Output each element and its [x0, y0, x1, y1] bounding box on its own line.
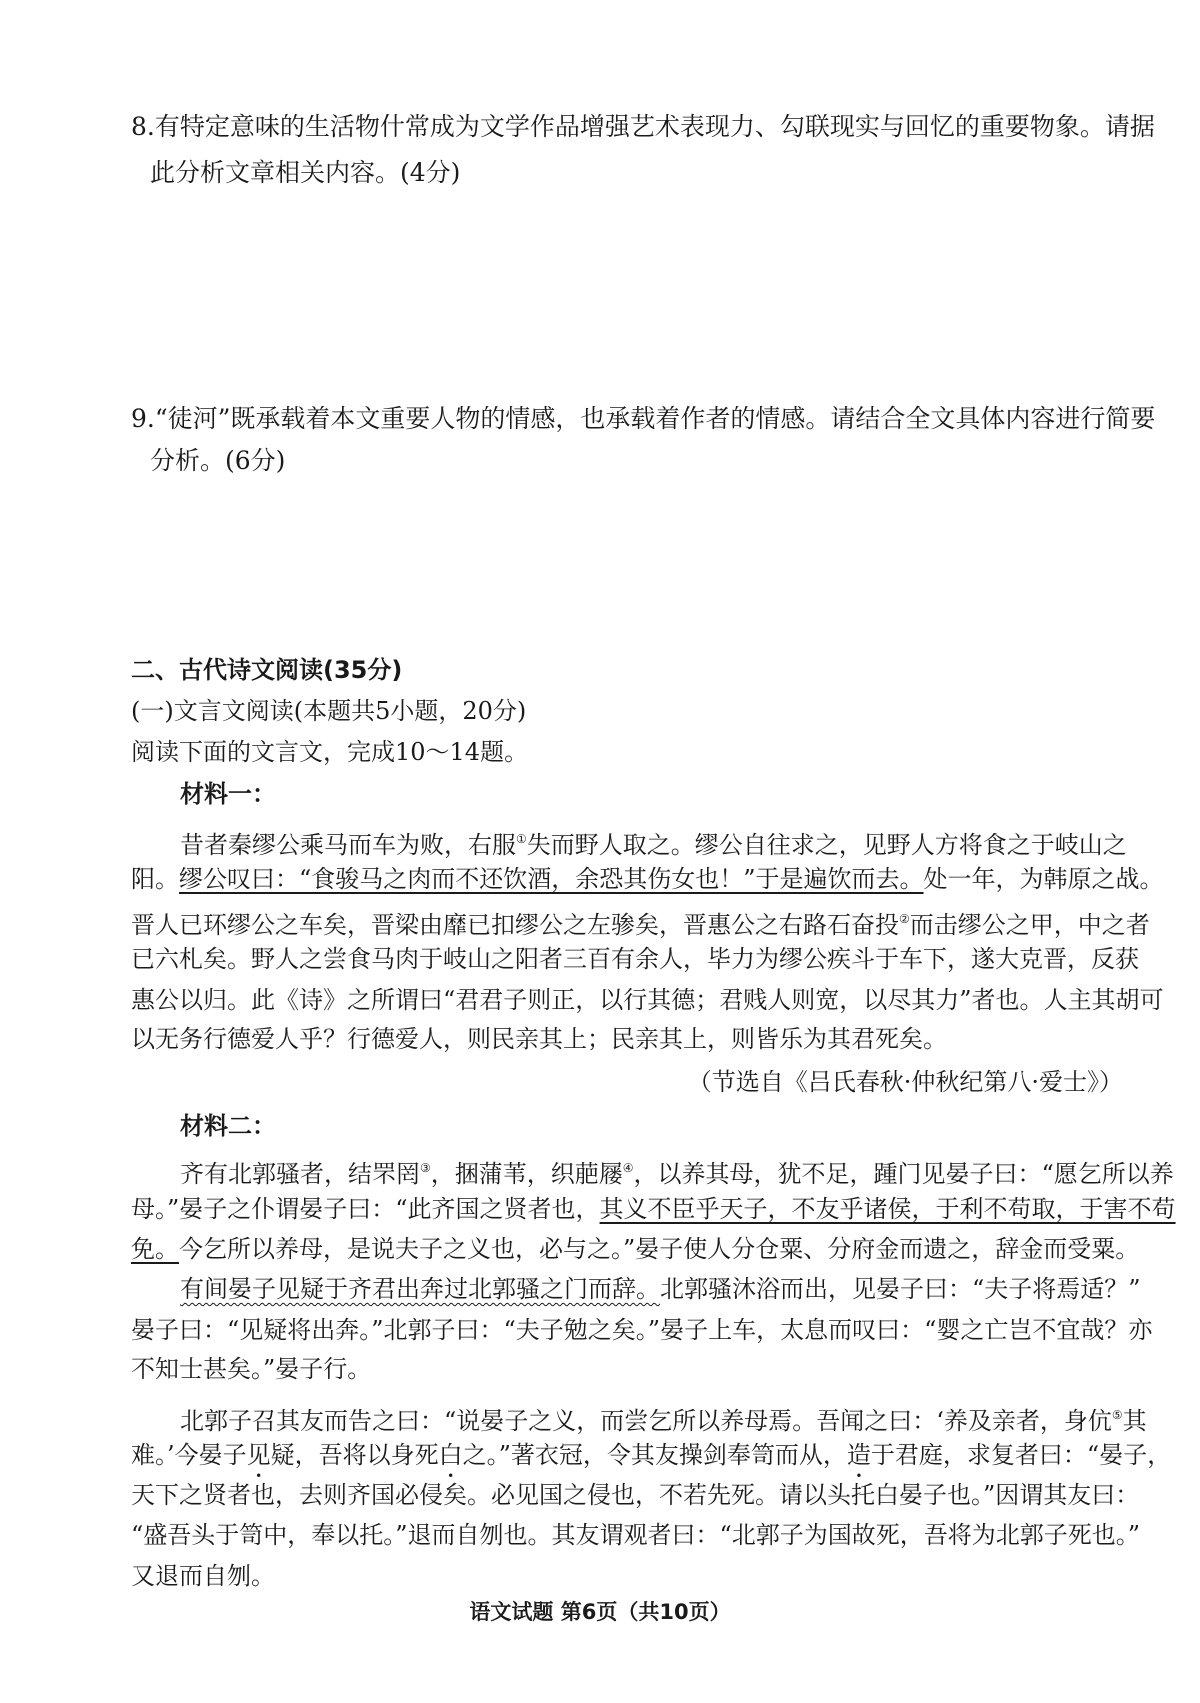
text-segment: 分析。(6分)	[150, 446, 286, 475]
text-segment: 失而野人取之。缪公自往求之，见野人方将食之于岐山之	[526, 831, 1127, 859]
text-segment: 天下之贤者也，去则齐国必侵矣。必见国之侵也，不若先死。请以头托白晏子也。”因谓其友曰：	[131, 1481, 1140, 1509]
text-segment: 齐有北郭骚者，结罘罔	[180, 1160, 420, 1188]
text-segment: 阳。	[131, 865, 179, 893]
text-segment: 疑，吾将以身死	[270, 1441, 439, 1469]
question-9-line	[131, 404, 1156, 434]
text-segment: 晋人已环缪公之车矣，晋梁由靡已扣缪公之左骖矣，晋惠公之右路石奋投	[131, 911, 899, 939]
wavy-underlined-text: 有间晏子见疑于齐君出奔过北郭骚之门而辞。	[180, 1275, 660, 1303]
material-2-line	[131, 1354, 371, 1384]
text-segment: 不知士甚矣。”晏子行。	[131, 1355, 372, 1383]
material-1-label: 材料一：	[180, 780, 276, 808]
question-8-line	[131, 112, 1155, 142]
subsection-title: (一)文言文阅读(本题共5小题，20分)	[131, 697, 527, 725]
text-segment: 8.有特定意味的生活物什常成为文学作品增强艺术表现力、勾联现实与回忆的重要物象。请据	[131, 112, 1155, 141]
underlined-text: 缪公叹曰：“食骏马之肉而不还饮酒，余恐其伤女也！”于是遍饮而去。	[179, 865, 924, 893]
material-1-line	[131, 1024, 947, 1054]
text-segment: “盛吾头于笥中，奉以托。”退而自刎也。其友谓观者曰：“北郭子为国故死，吾将为北郭子死也。”	[131, 1521, 1141, 1549]
text-segment: 之。”著衣冠，令其友操剑奉笥而从，	[462, 1441, 847, 1469]
emphasis-dot-char: 造	[846, 1441, 871, 1469]
text-segment: 以无务行德爱人乎？行德爱人，则民亲其上；民亲其上，则皆乐为其君死矣。	[131, 1025, 947, 1053]
material-2-line	[131, 1234, 1139, 1264]
text-segment: 北郭骚沐浴而出，见晏子曰：“夫子将焉适？”	[660, 1275, 1141, 1303]
text-segment: 9.“徒河”既承载着本文重要人物的情感，也承载着作者的情感。请结合全文具体内容进行简要	[131, 404, 1156, 433]
material-2-line	[180, 1274, 1141, 1304]
material-1-source: （节选自《吕氏春秋·仲秋纪第八·爱士》）	[687, 1068, 1123, 1096]
underlined-text: 免。	[131, 1235, 179, 1263]
text-segment: 此分析文章相关内容。(4分)	[150, 158, 461, 187]
material-2-line	[131, 1194, 1176, 1224]
footnote-marker: ①	[516, 832, 527, 846]
material-2-label: 材料二：	[180, 1112, 276, 1140]
material-2-line	[131, 1480, 1140, 1510]
material-1-line	[131, 864, 1164, 894]
footnote-marker: ②	[899, 912, 910, 926]
text-segment: 而击缪公之甲，中之者	[909, 911, 1150, 939]
footnote-marker: ③	[420, 1161, 431, 1175]
text-segment: 其	[1122, 1407, 1147, 1435]
section-title: 二、古代诗文阅读(35分)	[131, 656, 403, 684]
material-2-line	[180, 1153, 1174, 1189]
material-2-line	[131, 1561, 275, 1591]
text-segment: 昔者秦缪公乘马而车为败，右服	[180, 831, 516, 859]
emphasis-dot-char: 见	[246, 1441, 271, 1469]
underlined-text: 其义不臣乎天子，不友乎诸侯，于利不苟取，于害不苟	[599, 1195, 1176, 1223]
reading-instruction: 阅读下面的文言文，完成10～14题。	[131, 738, 529, 766]
text-segment: ，以养其母，犹不足，踵门见晏子曰：“愿乞所以养	[633, 1160, 1174, 1188]
text-segment: 处一年，为韩原之战。	[923, 865, 1164, 893]
material-1-line	[180, 824, 1127, 860]
text-segment: 又退而自刎。	[131, 1562, 275, 1590]
material-2-line	[131, 1315, 1153, 1345]
footnote-marker: ⑤	[1111, 1408, 1123, 1422]
text-segment: 难。’今晏子	[131, 1441, 247, 1469]
material-2-line	[131, 1440, 1172, 1483]
text-segment: 于君庭，求复者曰：“晏子，	[870, 1441, 1172, 1469]
material-2-line	[180, 1400, 1147, 1436]
material-2-line	[131, 1520, 1141, 1550]
text-segment: 惠公以归。此《诗》之所谓曰“君君子则正，以行其德；君贱人则宽，以尽其力”者也。人主其胡可	[131, 986, 1164, 1014]
text-segment: 已六札矣。野人之尝食马肉于岐山之阳者三百有余人，毕力为缪公疾斗于车下，遂大克晋，反获	[131, 945, 1139, 973]
emphasis-dot-char: 白	[438, 1441, 463, 1469]
material-1-line	[131, 944, 1139, 974]
text-segment: 今乞所以养母，是说夫子之义也，必与之。”晏子使人分仓粟、分府金而遗之，辞金而受粟。	[179, 1235, 1140, 1263]
text-segment: 母。”晏子之仆谓晏子曰：“此齐国之贤者也，	[131, 1195, 600, 1223]
question-9-line	[150, 446, 285, 476]
material-1-line	[131, 904, 1150, 940]
page-footer: 语文试题 第6页（共10页）	[469, 1600, 731, 1624]
text-segment: 北郭子召其友而告之曰：“说晏子之义，而尝乞所以养母焉。吾闻之曰：‘养及亲者，身伉	[180, 1407, 1112, 1435]
footnote-marker: ④	[622, 1161, 634, 1175]
question-8-line	[150, 158, 460, 188]
material-1-line	[131, 985, 1164, 1015]
text-segment: ，捆蒲苇，织萉屦	[430, 1160, 623, 1188]
text-segment: 晏子曰：“见疑将出奔。”北郭子曰：“夫子勉之矣。”晏子上车，太息而叹曰：“婴之亡岂不宜哉？亦	[131, 1316, 1153, 1344]
